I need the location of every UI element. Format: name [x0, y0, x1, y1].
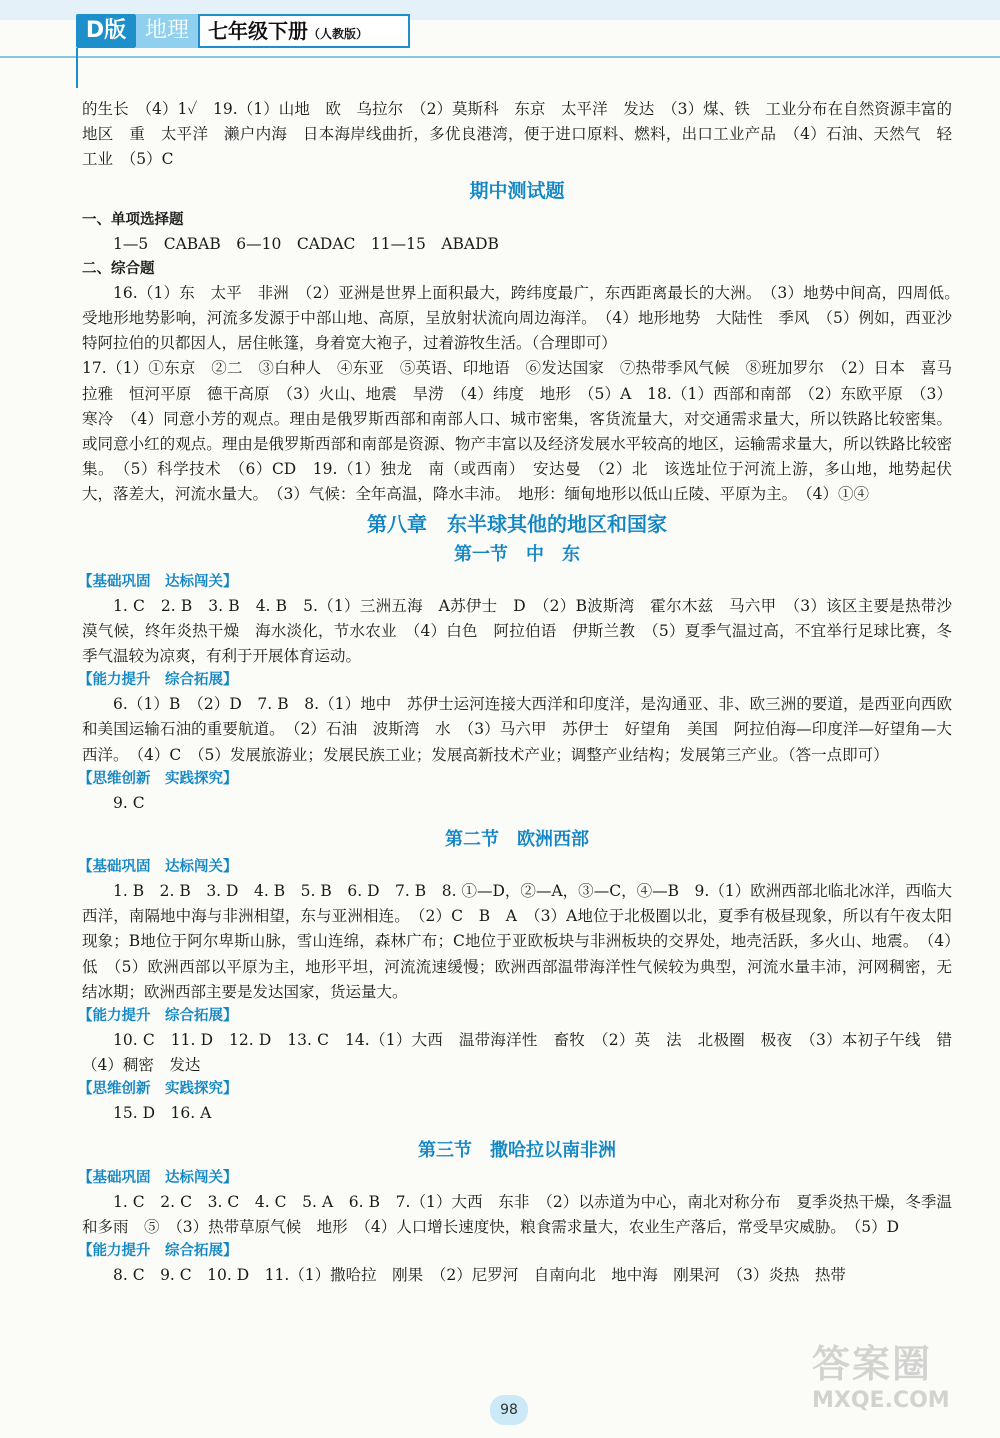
grade-title: 七年级下册	[208, 19, 308, 43]
page-number: 98	[490, 1395, 528, 1425]
s1-think-answers: 9. C	[113, 793, 145, 812]
s2-think-answers: 15. D 16. A	[113, 1104, 212, 1123]
section1-title: 第一节 中 东	[454, 543, 580, 565]
page-header	[0, 0, 1000, 62]
basic-tag: 【基础巩固 达标闯关】	[78, 859, 238, 876]
watermark-logo	[812, 1342, 992, 1430]
mc-heading: 一、单项选择题	[82, 211, 184, 228]
ability-tag: 【能力提升 综合拓展】	[78, 1243, 238, 1260]
s3-basic-answers: 1. C 2. C 3. C 4. C 5. A 6. B 7.（1）大西 东非 （2）以赤道为中心，南北对称分布 夏季炎热干燥，冬季温和多雨 ⑤ （3）热带草原气候 地形 （4）人口增长速度快，粮食需求量大，农业生产落后，常受旱灾威胁。 （5）D	[82, 1192, 952, 1236]
edition-badge: D版	[76, 14, 136, 48]
comp-heading: 二、综合题	[82, 260, 155, 277]
version-label: （人教版）	[308, 27, 369, 41]
basic-tag: 【基础巩固 达标闯关】	[78, 573, 238, 590]
watermark-logo-text: 答案圈	[812, 1342, 933, 1386]
s2-basic-answers: 1. B 2. B 3. D 4. B 5. B 6. D 7. B 8. ①—D，②—A，③—C，④—B 9.（1）欧洲西部北临北冰洋，西临大西洋，南隔地中海与非洲相望，东与亚洲相连。 （2）C B A （3）A地位于北极圈以北，夏季有极昼现象，所以有午夜太阳现象；B地位于阿尔卑斯山脉，雪山连绵，森林广布；C地位于亚欧板块与非洲板块的交界处，地壳活跃，多火山、地震。 （4）低 （5）欧洲西部以平原为主，地形平坦，河流流速缓慢；欧洲西部温带海洋性气候较为典型，河流水量丰沛，河网稠密，无结冰期；欧洲西部主要是发达国家，货运量大。	[82, 882, 952, 1001]
q16-answer: 16.（1）东 太平 非洲 （2）亚洲是世界上面积最大，跨纬度最广，东西距离最长的大洲。 （3）地势中间高，四周低。 受地形地势影响，河流多发源于中部山地、高原，呈放射状流向周边海洋。 （4）地形地势 大陆性 季风 （5）例如，西亚沙特阿拉伯的贝都因人，居住帐篷，身着宽大袍子，过着游牧生活。（合理即可）	[82, 283, 968, 353]
header-rule	[0, 56, 1000, 58]
section2-title: 第二节 欧洲西部	[445, 829, 589, 851]
answer-paragraph: 的生长 （4）1✓ 19.（1）山地 欧 乌拉尔 （2）莫斯科 东京 太平洋 发达 （3）煤、铁 工业分布在自然资源丰富的地区 重 太平洋 濑户内海 日本海岸线曲折，多优良港湾，便于进口原料、燃料，出口工业产品 （4）石油、天然气 轻工业 （5）C	[82, 100, 952, 169]
side-rule	[76, 48, 78, 88]
ability-tag: 【能力提升 综合拓展】	[78, 1008, 238, 1025]
midterm-title: 期中测试题	[469, 179, 565, 202]
grade-title-badge	[198, 14, 410, 48]
watermark-url: MXQE.COM	[812, 1388, 950, 1413]
s1-ability-answers: 6.（1）B （2）D 7. B 8.（1）地中 苏伊士运河连接大西洋和印度洋，是沟通亚、非、欧三洲的要道，是西亚向西欧和美国运输石油的重要航道。 （2）石油 波斯湾 水 （3）马六甲 苏伊士 好望角 美国 阿拉伯海—印度洋—好望角—大西洋。 （4）C （5）发展旅游业；发展民族工业；发展高新技术产业；调整产业结构；发展第三产业。（答一点即可）	[82, 695, 952, 764]
think-tag: 【思维创新 实践探究】	[78, 1081, 238, 1098]
answer-content	[78, 97, 968, 1288]
chapter-title: 第八章 东半球其他的地区和国家	[367, 511, 667, 536]
s1-basic-answers: 1. C 2. B 3. B 4. B 5.（1）三洲五海 A苏伊士 D （2）B波斯湾 霍尔木兹 马六甲 （3）该区主要是热带沙漠气候，终年炎热干燥 海水淡化，节水农业 （4）白色 阿拉伯语 伊斯兰教 （5）夏季气温过高，不宜举行足球比赛，冬季气温较为凉爽，有利于开展体育运动。	[82, 596, 952, 666]
q17-19-answers: 17.（1）①东京 ②二 ③白种人 ④东亚 ⑤英语、印地语 ⑥发达国家 ⑦热带季风气候 ⑧班加罗尔 （2）日本 喜马拉雅 恒河平原 德干高原 （3）火山、地震 旱涝 （4）纬度 地形 （5）A 18.（1）西部和南部 （2）东欧平原 （3）寒冷 （4）同意小芳的观点。理由是俄罗斯西部和南部人口、城市密集，客货流量大，对交通需求量大，所以铁路比较密集。或同意小红的观点。理由是俄罗斯西部和南部是资源、物产丰富以及经济发展水平较高的地区，运输需求量大，所以铁路比较密集。 （5）科学技术 （6）CD 19.（1）独龙 南（或西南） 安达曼 （2）北 该选址位于河流上游，多山地，地势起伏大，落差大，河流水量大。 （3）气候：全年高温，降水丰沛。 地形：缅甸地形以低山丘陵、平原为主。 （4）①④	[82, 359, 952, 504]
s3-ability-answers: 8. C 9. C 10. D 11.（1）撒哈拉 刚果 （2）尼罗河 自南向北 地中海 刚果河 （3）炎热 热带	[113, 1266, 846, 1285]
ability-tag: 【能力提升 综合拓展】	[78, 672, 238, 689]
subject-badge: 地理	[136, 14, 198, 48]
s2-ability-answers: 10. C 11. D 12. D 13. C 14.（1）大西 温带海洋性 畜牧 （2）英 法 北极圈 极夜 （3）本初子午线 错 （4）稠密 发达	[82, 1031, 968, 1075]
mc-answers: 1—5 CABAB 6—10 CADAC 11—15 ABADB	[113, 234, 499, 253]
section3-title: 第三节 撒哈拉以南非洲	[418, 1139, 616, 1161]
think-tag: 【思维创新 实践探究】	[78, 770, 238, 787]
basic-tag: 【基础巩固 达标闯关】	[78, 1169, 238, 1186]
